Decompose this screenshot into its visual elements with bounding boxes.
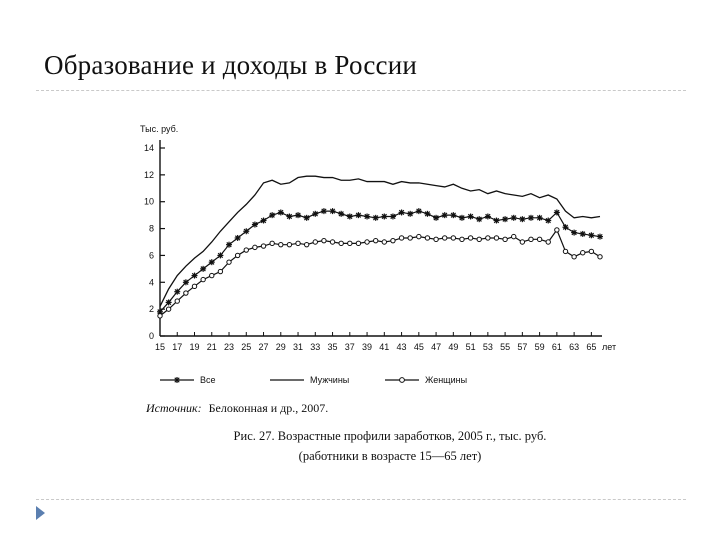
legend-label-men: Мужчины bbox=[310, 375, 350, 385]
data-point-women bbox=[572, 255, 576, 259]
data-point-all bbox=[226, 242, 232, 248]
data-point-women bbox=[443, 236, 447, 240]
data-point-all bbox=[192, 273, 198, 279]
data-point-all bbox=[330, 208, 336, 214]
data-point-women bbox=[304, 242, 308, 246]
y-tick-label: 8 bbox=[148, 223, 154, 234]
legend-marker-women bbox=[400, 378, 405, 383]
data-point-all bbox=[450, 212, 456, 218]
data-point-women bbox=[227, 260, 231, 264]
series-line-women bbox=[160, 230, 600, 316]
data-point-women bbox=[373, 238, 377, 242]
next-slide-arrow-icon[interactable] bbox=[36, 506, 45, 520]
x-tick-label: 15 bbox=[154, 342, 166, 352]
data-point-women bbox=[287, 242, 291, 246]
x-tick-label: 27 bbox=[258, 342, 269, 352]
data-point-women bbox=[166, 307, 170, 311]
data-point-all bbox=[528, 215, 534, 221]
data-point-women bbox=[158, 314, 162, 318]
data-point-all bbox=[554, 209, 560, 215]
data-point-women bbox=[253, 245, 257, 249]
legend-label-all: Все bbox=[200, 375, 216, 385]
data-point-all bbox=[571, 230, 577, 236]
data-point-women bbox=[270, 241, 274, 245]
data-point-women bbox=[494, 236, 498, 240]
earnings-age-profile-chart bbox=[120, 118, 620, 478]
y-tick-label: 2 bbox=[148, 304, 154, 315]
data-point-all bbox=[485, 213, 491, 219]
data-point-all bbox=[597, 234, 603, 240]
data-point-women bbox=[279, 242, 283, 246]
data-point-all bbox=[295, 212, 301, 218]
x-tick-label: 51 bbox=[465, 342, 476, 352]
x-tick-label: 31 bbox=[293, 342, 304, 352]
data-point-all bbox=[399, 209, 405, 215]
data-point-all bbox=[519, 216, 525, 222]
data-point-all bbox=[235, 235, 241, 241]
title-divider bbox=[36, 90, 686, 91]
data-point-all bbox=[209, 259, 215, 265]
data-point-women bbox=[218, 269, 222, 273]
data-point-women bbox=[417, 234, 421, 238]
data-point-women bbox=[322, 238, 326, 242]
data-point-all bbox=[200, 266, 206, 272]
data-point-women bbox=[244, 248, 248, 252]
data-point-women bbox=[365, 240, 369, 244]
data-point-women bbox=[192, 284, 196, 288]
data-point-women bbox=[313, 240, 317, 244]
data-point-all bbox=[312, 211, 318, 217]
data-point-all bbox=[278, 209, 284, 215]
data-point-women bbox=[460, 237, 464, 241]
data-point-all bbox=[347, 213, 353, 219]
data-point-women bbox=[512, 234, 516, 238]
data-point-all bbox=[252, 222, 258, 228]
data-point-all bbox=[476, 216, 482, 222]
data-point-women bbox=[408, 236, 412, 240]
data-point-all bbox=[433, 215, 439, 221]
source-note bbox=[145, 401, 328, 415]
data-point-women bbox=[330, 240, 334, 244]
x-tick-label: 25 bbox=[241, 342, 252, 352]
data-point-all bbox=[511, 215, 517, 221]
x-tick-label: 49 bbox=[448, 342, 459, 352]
data-point-all bbox=[338, 211, 344, 217]
x-tick-label: 39 bbox=[362, 342, 373, 352]
data-point-all bbox=[545, 218, 551, 224]
data-point-women bbox=[399, 236, 403, 240]
data-point-all bbox=[468, 213, 474, 219]
data-point-women bbox=[261, 244, 265, 248]
data-point-all bbox=[588, 232, 594, 238]
data-point-all bbox=[562, 224, 568, 230]
data-point-women bbox=[382, 240, 386, 244]
x-tick-label: 17 bbox=[172, 342, 183, 352]
data-point-all bbox=[580, 231, 586, 237]
data-point-all bbox=[424, 211, 430, 217]
x-tick-label: 41 bbox=[379, 342, 390, 352]
figure-caption-line2: (работники в возрасте 15—65 лет) bbox=[298, 449, 482, 463]
data-point-women bbox=[589, 249, 593, 253]
data-point-women bbox=[503, 237, 507, 241]
data-point-all bbox=[174, 289, 180, 295]
x-tick-label: 35 bbox=[327, 342, 338, 352]
data-point-women bbox=[529, 237, 533, 241]
data-point-women bbox=[486, 236, 490, 240]
data-point-all bbox=[243, 228, 249, 234]
data-point-women bbox=[598, 255, 602, 259]
footer-divider bbox=[36, 499, 686, 500]
data-point-all bbox=[166, 299, 172, 305]
x-tick-label: 53 bbox=[482, 342, 493, 352]
y-axis-label: Тыс. руб. bbox=[140, 124, 179, 134]
x-tick-label: 63 bbox=[569, 342, 580, 352]
data-point-women bbox=[537, 237, 541, 241]
x-tick-label: 29 bbox=[275, 342, 286, 352]
data-point-women bbox=[546, 240, 550, 244]
legend-label-women: Женщины bbox=[425, 375, 468, 385]
y-tick-label: 4 bbox=[148, 277, 154, 288]
legend-marker-all bbox=[174, 377, 180, 383]
x-tick-label: 47 bbox=[431, 342, 442, 352]
data-point-all bbox=[381, 213, 387, 219]
data-point-women bbox=[451, 236, 455, 240]
data-point-all bbox=[459, 215, 465, 221]
data-point-women bbox=[563, 249, 567, 253]
data-point-women bbox=[175, 299, 179, 303]
data-point-women bbox=[339, 241, 343, 245]
y-tick-label: 12 bbox=[143, 169, 154, 180]
y-tick-label: 10 bbox=[143, 196, 154, 207]
data-point-all bbox=[269, 212, 275, 218]
x-tick-label: 57 bbox=[517, 342, 528, 352]
data-point-all bbox=[390, 213, 396, 219]
y-tick-label: 0 bbox=[148, 331, 154, 341]
slide-title: Образование и доходы в России bbox=[44, 50, 418, 80]
x-tick-label: 65 bbox=[586, 342, 597, 352]
data-point-all bbox=[286, 213, 292, 219]
data-point-women bbox=[296, 241, 300, 245]
x-tick-label: 33 bbox=[310, 342, 321, 352]
data-point-women bbox=[201, 277, 205, 281]
source-label: Источник: bbox=[146, 401, 202, 415]
data-point-women bbox=[425, 236, 429, 240]
figure-caption-line1: Рис. 27. Возрастные профили заработков, 2005 г., тыс. руб. bbox=[233, 429, 547, 443]
data-point-women bbox=[581, 251, 585, 255]
data-point-women bbox=[210, 273, 214, 277]
data-point-all bbox=[364, 213, 370, 219]
x-tick-label: 55 bbox=[500, 342, 511, 352]
y-tick-label: 6 bbox=[148, 250, 154, 261]
x-tick-label: 19 bbox=[189, 342, 200, 352]
data-point-women bbox=[434, 237, 438, 241]
data-point-women bbox=[391, 238, 395, 242]
x-tick-label: 43 bbox=[396, 342, 407, 352]
x-tick-label: 61 bbox=[551, 342, 562, 352]
data-point-all bbox=[261, 218, 267, 224]
data-point-all bbox=[321, 208, 327, 214]
data-point-all bbox=[355, 212, 361, 218]
source-text: Белоконная и др., 2007. bbox=[208, 401, 329, 415]
data-point-women bbox=[468, 236, 472, 240]
data-point-all bbox=[183, 279, 189, 285]
data-point-women bbox=[356, 241, 360, 245]
data-point-all bbox=[416, 208, 422, 214]
data-point-women bbox=[348, 241, 352, 245]
x-tick-label: 59 bbox=[534, 342, 545, 352]
x-tick-label: 45 bbox=[413, 342, 424, 352]
data-point-women bbox=[184, 291, 188, 295]
x-tick-label: 37 bbox=[344, 342, 355, 352]
series-line-all bbox=[160, 211, 600, 312]
data-point-all bbox=[502, 216, 508, 222]
x-axis-unit-label: лет bbox=[602, 342, 617, 352]
data-point-all bbox=[407, 211, 413, 217]
data-point-all bbox=[217, 252, 223, 258]
data-point-all bbox=[373, 215, 379, 221]
data-point-women bbox=[235, 253, 239, 257]
data-point-all bbox=[304, 215, 310, 221]
data-point-all bbox=[537, 215, 543, 221]
data-point-women bbox=[477, 237, 481, 241]
data-point-all bbox=[442, 212, 448, 218]
x-tick-label: 21 bbox=[206, 342, 217, 352]
y-tick-label: 14 bbox=[143, 143, 154, 153]
data-point-all bbox=[493, 218, 499, 224]
data-point-women bbox=[555, 228, 559, 232]
x-tick-label: 23 bbox=[224, 342, 235, 352]
data-point-women bbox=[520, 240, 524, 244]
